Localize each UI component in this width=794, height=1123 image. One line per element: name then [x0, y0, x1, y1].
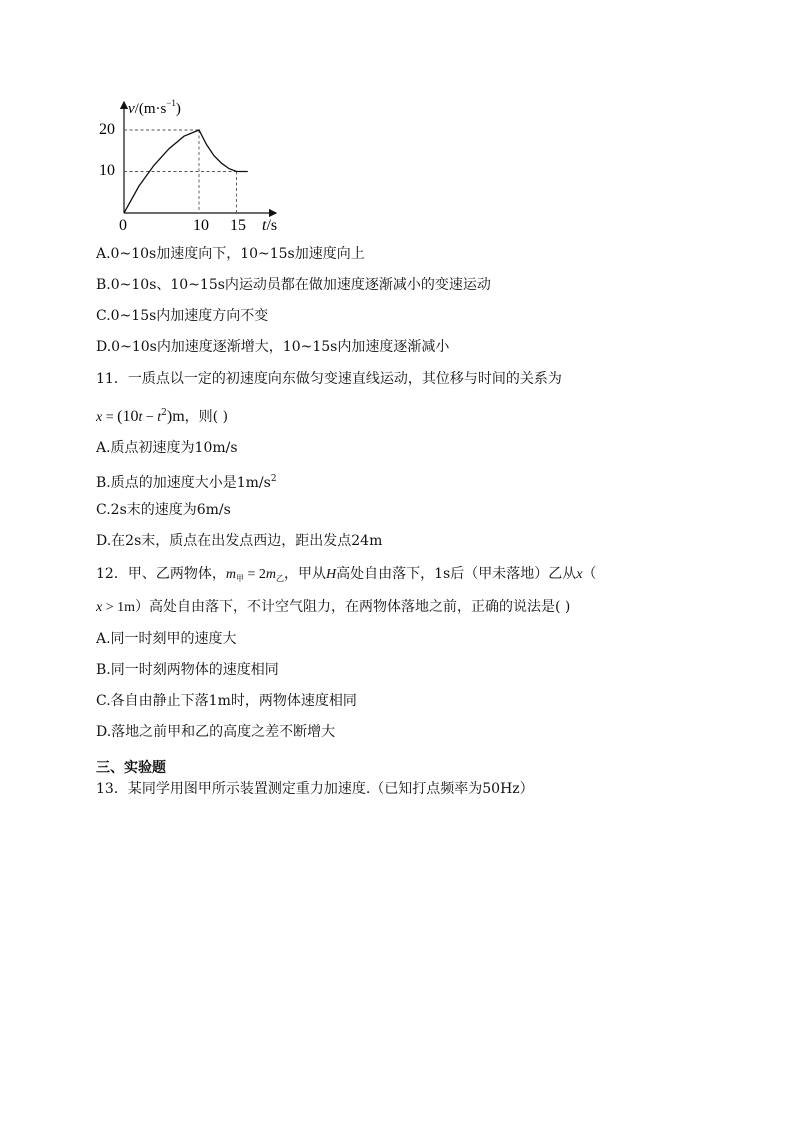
- y-axis-label-unit: /(m·s: [134, 101, 167, 117]
- q12-stem-c: 高处自由落下，1s后（甲未落地）乙从: [336, 566, 577, 582]
- q12-H: H: [325, 567, 337, 582]
- q11-option-b-exp: 2: [270, 474, 277, 484]
- q12-line2-gt: > 1m: [102, 600, 136, 615]
- q12-line2-rest: ）高处自由落下，不计空气阻力，在两物体落地之前，正确的说法是( ): [135, 599, 571, 615]
- velocity-time-graph: [96, 96, 286, 234]
- section-title: 三、实验题: [96, 760, 166, 776]
- x-tick-15: 15: [230, 217, 246, 234]
- q11-formula-minus: −: [142, 410, 158, 425]
- q12-stem-a: 12．甲、乙两物体，: [96, 566, 226, 582]
- y-axis-label-v: v: [128, 101, 135, 117]
- q12-m1-sub: 甲: [235, 574, 244, 583]
- q12-option-a: A.同一时刻甲的速度大: [96, 631, 237, 647]
- q12-stem-b: ，甲从: [283, 566, 326, 582]
- y-axis-label-exp: −1: [166, 98, 176, 108]
- q11-formula-open: (10: [117, 408, 139, 425]
- q12-stem-line1: [96, 564, 596, 589]
- x-axis-label: [262, 217, 277, 234]
- y-tick-20: 20: [99, 121, 115, 138]
- x-axis-label-unit: /s: [266, 217, 278, 234]
- q12-stem-d: （: [582, 566, 597, 582]
- q11-option-b: [96, 469, 277, 493]
- origin-label: 0: [119, 217, 127, 234]
- dashed-guides: [124, 130, 237, 213]
- q11-formula-close: )m: [166, 408, 185, 425]
- x-axis-label-t: t: [262, 217, 267, 234]
- y-axis-label: [128, 98, 181, 117]
- q12-x: x: [576, 567, 583, 582]
- q11-formula: [96, 403, 228, 428]
- q11-option-a: A.质点初速度为10m/s: [96, 440, 238, 456]
- q12-option-d: D.落地之前甲和乙的高度之差不断增大: [96, 724, 336, 740]
- q11-formula-t: t: [138, 410, 143, 425]
- q12-option-b: B.同一时刻两物体的速度相同: [96, 662, 279, 678]
- q12-m2-sub: 乙: [275, 574, 284, 583]
- y-axis-label-close: ): [175, 101, 181, 117]
- q11-formula-tail: ，则( ): [184, 409, 229, 425]
- q10-option-a: A.0~10s加速度向下，10~15s加速度向上: [96, 246, 365, 262]
- q11-formula-exp: 2: [161, 408, 167, 418]
- q11-formula-eq: =: [102, 410, 118, 425]
- q12-line2-x: x: [96, 600, 103, 615]
- q11-stem: 11．一质点以一定的初速度向东做匀变速直线运动，其位移与时间的关系为: [96, 371, 562, 387]
- q11-option-c: C.2s末的速度为6m/s: [96, 502, 231, 518]
- q12-m2: m: [265, 567, 276, 582]
- q11-formula-x: x: [96, 410, 103, 425]
- q12-stem-line2: [96, 597, 570, 618]
- q11-option-d: D.在2s末，质点在出发点西边，距出发点24m: [96, 533, 383, 549]
- q11-option-b-text: B.质点的加速度大小是1m/s: [96, 475, 271, 491]
- y-tick-10: 10: [99, 162, 115, 179]
- q11-formula-t2: t: [157, 410, 162, 425]
- x-tick-10: 10: [193, 217, 209, 234]
- q12-option-c: C.各自由静止下落1m时，两物体速度相同: [96, 693, 357, 709]
- q10-option-d: D.0~10s内加速度逐渐增大，10~15s内加速度逐渐减小: [96, 339, 450, 355]
- q13-stem: 13．某同学用图甲所示装置测定重力加速度.（已知打点频率为50Hz）: [96, 781, 534, 797]
- q10-option-b: B.0~10s、10~15s内运动员都在做加速度逐渐减小的变速运动: [96, 277, 491, 293]
- q12-eq: = 2: [243, 567, 266, 582]
- q12-m1: m: [225, 567, 236, 582]
- q10-option-c: C.0~15s内加速度方向不变: [96, 308, 269, 324]
